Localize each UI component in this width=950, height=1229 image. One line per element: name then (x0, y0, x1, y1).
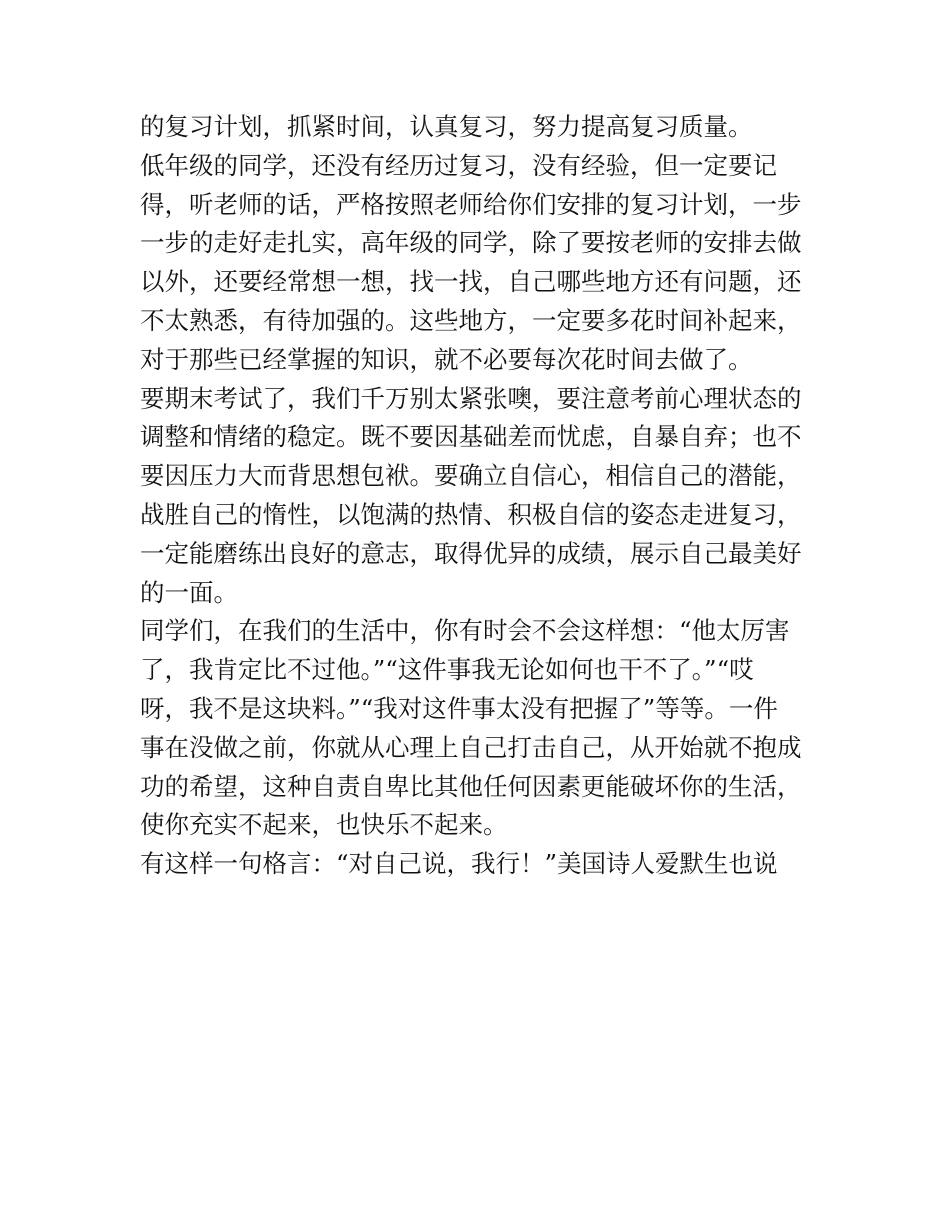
text-line: 要期末考试了，我们千万别太紧张噢，要注意考前心理状态的 (140, 383, 802, 413)
text-line: 低年级的同学，还没有经历过复习，没有经验，但一定要记 (140, 150, 777, 180)
body-text (140, 108, 820, 884)
text-line: 战胜自己的惰性，以饱满的热情、积极自信的姿态走进复习， (140, 499, 802, 529)
text-line: 同学们，在我们的生活中，你有时会不会这样想：“他太厉害 (140, 616, 790, 646)
text-line: 不太熟悉，有待加强的。这些地方，一定要多花时间补起来， (140, 305, 802, 335)
text-line: 了，我肯定比不过他。”“这件事我无论如何也干不了。”“哎 (140, 655, 754, 685)
text-line: 以外，还要经常想一想，找一找，自己哪些地方还有问题，还 (140, 267, 802, 297)
text-line: 得，听老师的话，严格按照老师给你们安排的复习计划，一步 (140, 189, 802, 219)
text-line: 对于那些已经掌握的知识，就不必要每次花时间去做了。 (140, 344, 753, 374)
text-line: 的复习计划，抓紧时间，认真复习，努力提高复习质量。 (140, 112, 753, 141)
text-line: 呀，我不是这块料。”“我对这件事太没有把握了”等等。一件 (140, 693, 778, 723)
text-line: 的一面。 (140, 577, 238, 607)
text-line: 一定能磨练出良好的意志，取得优异的成绩，展示自己最美好 (140, 538, 802, 568)
text-line: 一步的走好走扎实，高年级的同学，除了要按老师的安排去做 (140, 228, 802, 258)
text-line: 调整和情绪的稳定。既不要因基础差而忧虑，自暴自弃；也不 (140, 422, 802, 452)
text-line: 功的希望，这种自责自卑比其他任何因素更能破坏你的生活， (140, 771, 802, 801)
text-line: 要因压力大而背思想包袱。要确立自信心，相信自己的潜能， (140, 461, 802, 491)
text-line: 事在没做之前，你就从心理上自己打击自己，从开始就不抱成 (140, 732, 802, 762)
text-line: 使你充实不起来，也快乐不起来。 (140, 810, 508, 840)
text-line: 有这样一句格言：“对自己说，我行！”美国诗人爱默生也说 (140, 849, 778, 879)
